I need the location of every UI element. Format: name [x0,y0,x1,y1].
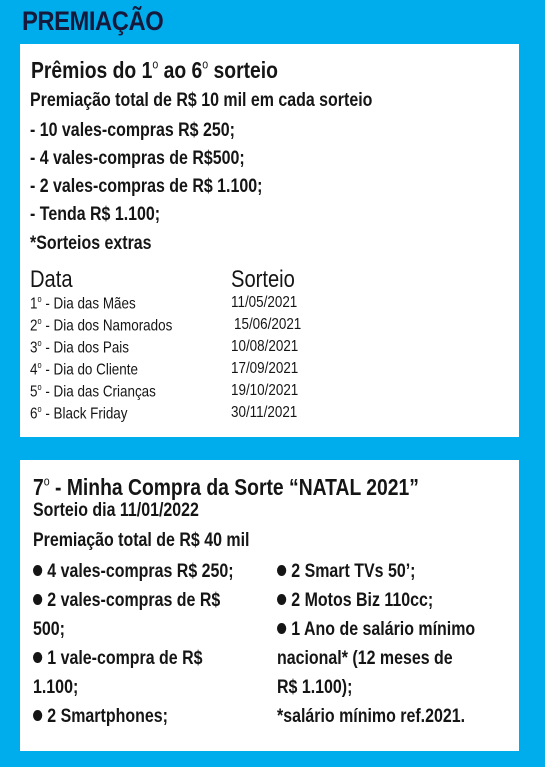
panel2-heading: 7$^o$ - Minha Compra da Sorte “NATAL 2021” [33,474,419,500]
table-row-date: 30/11/2021 [231,404,298,421]
prize-list-item: 500; [33,619,65,640]
prize-list-item: 4 vales-compras R$ 250; [33,557,234,586]
bullet-icon [277,594,286,605]
table-row-label: 1$^o$ - Dia das Mães [30,294,136,313]
bullet-icon [33,652,42,663]
prize-item: - 2 vales-compras de R$ 1.100; [30,176,263,197]
prize-item: - Tenda R$ 1.100; [30,204,161,225]
prize-list-right [277,557,475,731]
panel1-total: Premiação total de R$ 10 mil em cada sorteio [30,90,373,111]
prize-list-item: 2 Motos Biz 110cc; [277,586,475,615]
panel2-total: Premiação total de R$ 40 mil [33,530,250,551]
bullet-icon [277,623,286,634]
table-row-date: 10/08/2021 [231,338,299,355]
prize-item: - 10 vales-compras R$ 250; [30,120,235,141]
prize-list-item: R$ 1.100); [277,677,353,698]
prize-item: - 4 vales-compras de R$500; [30,148,245,169]
table-row-date: 11/05/2021 [231,294,298,311]
bullet-icon [277,565,286,576]
table-row-date: 17/09/2021 [231,360,299,377]
prize-list-item: 2 vales-compras de R$ [33,586,234,615]
table-row-date: 15/06/2021 [234,316,302,333]
bullet-icon [33,710,42,721]
table-row-label: 4$^o$ - Dia do Cliente [30,360,138,379]
prize-list-item: 1 vale-compra de R$ [33,644,234,673]
table-row-label: 6$^o$ - Black Friday [30,404,128,423]
prize-list-item: nacional* (12 meses de [277,648,453,669]
prize-list-item: 2 Smart TVs 50’; [277,557,475,586]
prizes-panel-7-natal [20,460,519,751]
table-header-data: Data [30,266,73,293]
prize-list-item: 1 Ano de salário mínimo [277,615,475,644]
prize-list-left [33,557,234,731]
table-row-label: 2$^o$ - Dia dos Namorados [30,316,173,335]
prize-list-item: 1.100; [33,677,79,698]
table-row-label: 5$^o$ - Dia das Crianças [30,382,156,401]
page-title: PREMIAÇÃO [22,6,164,36]
draw-date: Sorteio dia 11/01/2022 [33,500,199,521]
bullet-icon [33,594,42,605]
prize-list-item: 2 Smartphones; [33,702,234,731]
bullet-icon [33,565,42,576]
table-header-sorteio: Sorteio [231,266,295,293]
table-row-date: 19/10/2021 [231,382,299,399]
salary-footnote: *salário mínimo ref.2021. [277,706,466,727]
extra-draws-note: *Sorteios extras [30,233,152,254]
panel1-heading: Prêmios do 1$^o$ ao 6$^o$ sorteio [31,57,278,83]
table-row-label: 3$^o$ - Dia dos Pais [30,338,130,357]
prizes-panel-1-to-6 [20,44,519,437]
